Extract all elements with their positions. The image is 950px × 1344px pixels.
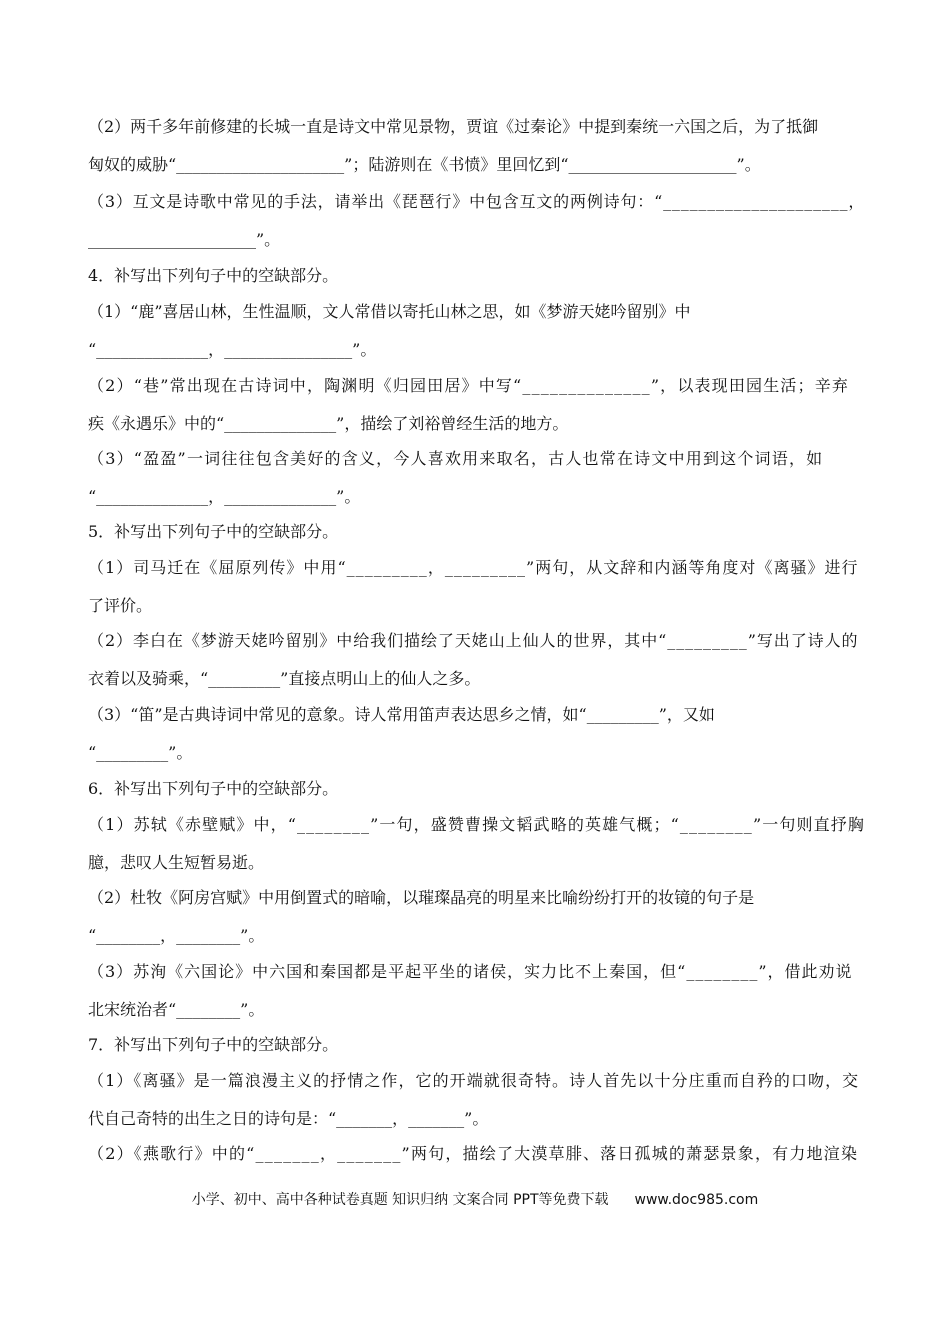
text-line: 5．补写出下列句子中的空缺部分。 [88, 522, 339, 541]
text-line: 北宋统治者“________”。 [88, 1000, 265, 1019]
text-line: 了评价。 [88, 596, 153, 615]
text-line: （2）两千多年前修建的长城一直是诗文中常见景物，贾谊《过秦论》中提到秦统一六国之后，为了抵御 [88, 117, 819, 136]
text-line: 6．补写出下列句子中的空缺部分。 [88, 779, 339, 798]
footer-text: 小学、初中、高中各种试卷真题 知识归纳 文案合同 PPT等免费下载 [191, 1192, 609, 1208]
text-line: （3）“笛”是古典诗词中常见的意象。诗人常用笛声表达思乡之情，如“_________”，又如 [88, 705, 715, 724]
text-line: （3）“盈盈”一词往往包含美好的含义，今人喜欢用来取名，古人也常在诗文中用到这个词语，如 [88, 449, 824, 468]
text-line: （1）苏轼《赤壁赋》中，“________”一句，盛赞曹操文韬武略的英雄气概；“________”一句则直抒胸 [88, 815, 866, 834]
text-line: （1）“鹿”喜居山林，生性温顺，文人常借以寄托山林之思，如《梦游天姥吟留别》中 [88, 302, 691, 321]
page-footer [0, 1190, 950, 1210]
text-line: 4．补写出下列句子中的空缺部分。 [88, 266, 339, 285]
text-line: 臆，悲叹人生短暂易逝。 [88, 853, 265, 872]
text-line: “_________”。 [88, 743, 193, 762]
text-line: 7．补写出下列句子中的空缺部分。 [88, 1035, 339, 1054]
text-line: “______________，________________”。 [88, 340, 377, 359]
text-line: （3）苏洵《六国论》中六国和秦国都是平起平坐的诸侯，实力比不上秦国，但“________”，借此劝说 [88, 962, 853, 981]
text-line: （1）司马迁在《屈原列传》中用“_________，_________”两句，从文辞和内涵等角度对《离骚》进行 [88, 558, 859, 577]
text-line: 衣着以及骑乘，“_________”直接点明山上的仙人之多。 [88, 669, 481, 688]
text-line: （1）《离骚》是一篇浪漫主义的抒情之作，它的开端就很奇特。诗人首先以十分庄重而自矜的口吻，交 [88, 1071, 860, 1090]
text-line: “______________，______________”。 [88, 487, 361, 506]
text-line: （2）杜牧《阿房宫赋》中用倒置式的暗喻，以璀璨晶亮的明星来比喻纷纷打开的妆镜的句子是 [88, 888, 755, 907]
text-line: _____________________”。 [88, 230, 281, 249]
text-line: （3）互文是诗歌中常见的手法，请举出《琵琶行》中包含互文的两例诗句：“_____________________， [88, 192, 866, 211]
text-line: 代自己奇特的出生之日的诗句是：“_______，_______”。 [88, 1109, 489, 1128]
footer-url: www.doc985.com [634, 1192, 759, 1208]
text-line: 疾《永遇乐》中的“______________”，描绘了刘裕曾经生活的地方。 [88, 414, 569, 433]
text-line: （2）《燕歌行》中的“_______，_______”两句，描绘了大漠草腓、落日孤城的萧瑟景象，有力地渲染 [88, 1144, 859, 1163]
text-line: “________，________”。 [88, 926, 265, 945]
text-line: （2）“巷”常出现在古诗词中，陶渊明《归园田居》中写“______________”，以表现田园生活；辛弃 [88, 376, 850, 395]
text-line: 匈奴的威胁“_____________________”；陆游则在《书愤》里回忆到“_____________________”。 [88, 155, 761, 174]
text-line: （2）李白在《梦游天姥吟留别》中给我们描绘了天姥山上仙人的世界，其中“_________”写出了诗人的 [88, 631, 859, 650]
